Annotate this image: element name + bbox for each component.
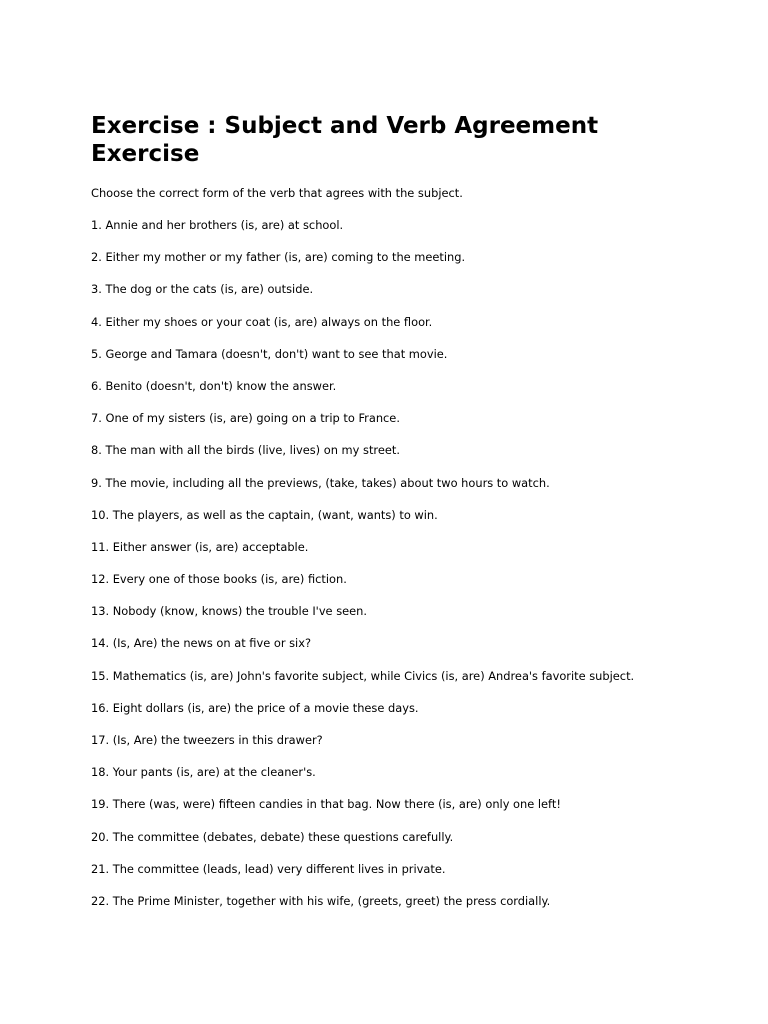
exercise-item: 18. Your pants (is, are) at the cleaner's. bbox=[91, 765, 316, 780]
exercise-item: 2. Either my mother or my father (is, are) coming to the meeting. bbox=[91, 250, 466, 265]
exercise-item: 10. The players, as well as the captain, (want, wants) to win. bbox=[91, 507, 438, 522]
exercise-item: 16. Eight dollars (is, are) the price of a movie these days. bbox=[91, 700, 419, 715]
exercise-item: 7. One of my sisters (is, are) going on a trip to France. bbox=[91, 411, 400, 426]
exercise-item: 4. Either my shoes or your coat (is, are) always on the floor. bbox=[91, 314, 433, 329]
exercise-item: 14. (Is, Are) the news on at five or six? bbox=[91, 636, 312, 651]
exercise-item: 19. There (was, were) fifteen candies in that bag. Now there (is, are) only one left! bbox=[91, 797, 561, 812]
exercise-item: 17. (Is, Are) the tweezers in this drawer? bbox=[91, 733, 323, 747]
exercise-item: 21. The committee (leads, lead) very different lives in private. bbox=[91, 861, 446, 876]
exercise-item: 5. George and Tamara (doesn't, don't) want to see that movie. bbox=[91, 346, 448, 361]
instructions-text: Choose the correct form of the verb that agrees with the subject. bbox=[91, 186, 463, 200]
exercise-item: 22. The Prime Minister, together with his wife, (greets, greet) the press cordially. bbox=[91, 893, 551, 908]
page-title: Exercise : Subject and Verb Agreement Exercise bbox=[91, 113, 599, 167]
exercise-item: 12. Every one of those books (is, are) fiction. bbox=[91, 572, 347, 587]
document-page bbox=[91, 112, 711, 908]
exercise-item: 9. The movie, including all the previews, (take, takes) about two hours to watch. bbox=[91, 475, 550, 490]
exercise-item: 3. The dog or the cats (is, are) outside. bbox=[91, 282, 314, 297]
exercise-item: 1. Annie and her brothers (is, are) at school. bbox=[91, 218, 344, 232]
exercise-item: 20. The committee (debates, debate) these questions carefully. bbox=[91, 829, 454, 844]
exercise-item: 15. Mathematics (is, are) John's favorite subject, while Civics (is, are) Andrea's favorite subject. bbox=[91, 668, 635, 683]
exercise-item: 13. Nobody (know, knows) the trouble I've seen. bbox=[91, 604, 367, 619]
exercise-list bbox=[91, 217, 634, 925]
exercise-item: 8. The man with all the birds (live, lives) on my street. bbox=[91, 443, 400, 458]
exercise-item: 6. Benito (doesn't, don't) know the answer. bbox=[91, 378, 337, 393]
exercise-item: 11. Either answer (is, are) acceptable. bbox=[91, 539, 309, 554]
